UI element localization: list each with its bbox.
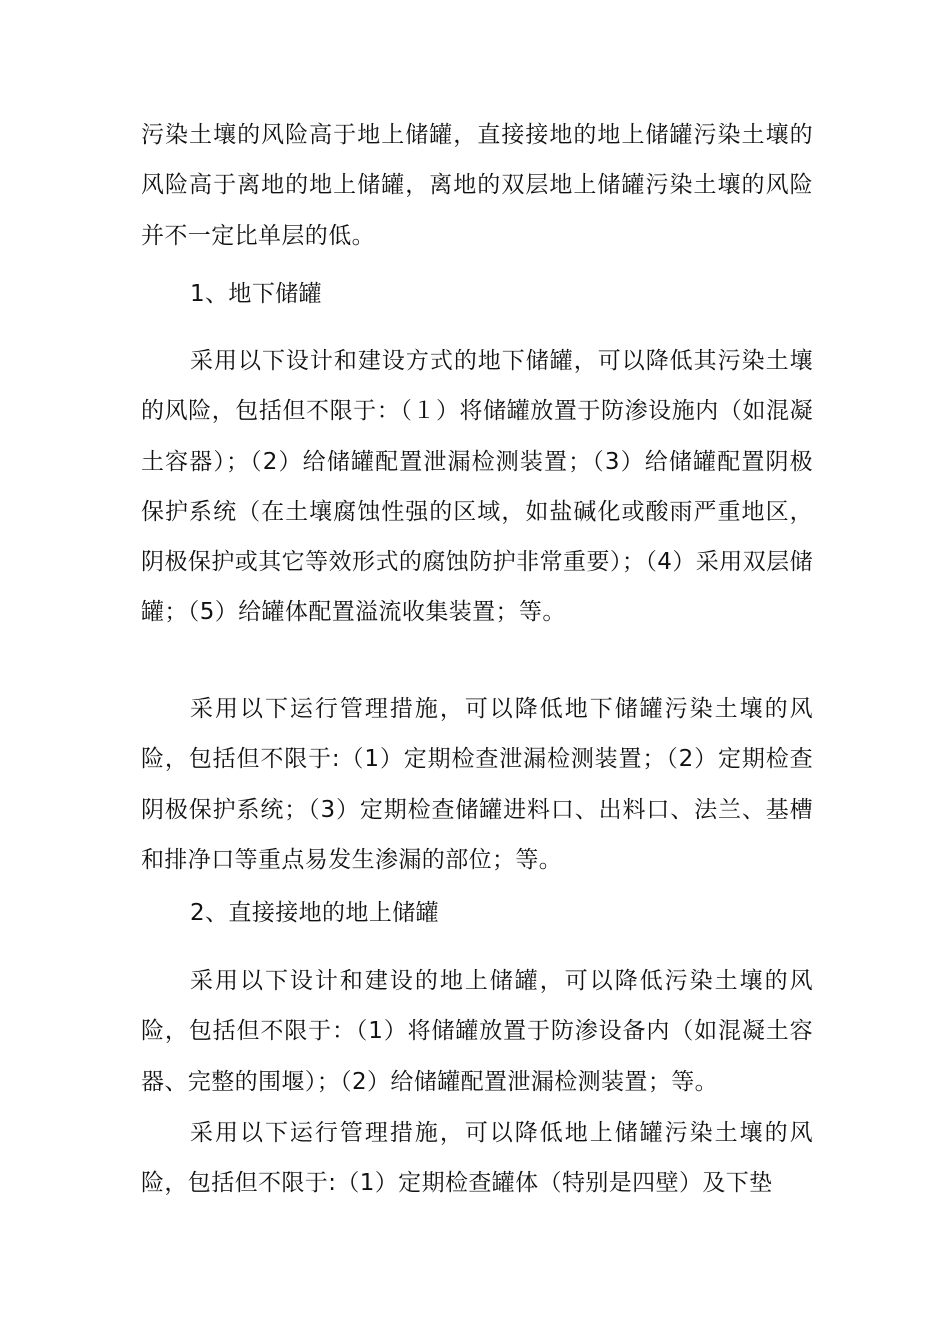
paragraph-intro: 污染土壤的风险高于地上储罐，直接接地的地上储罐污染土壤的风险高于离地的地上储罐，离地的双层地上储罐污染土壤的风险并不一定比单层的低。 bbox=[141, 122, 813, 249]
paragraph-aboveground-design: 采用以下设计和建设的地上储罐，可以降低污染土壤的风险，包括但不限于：（1）将储罐放置于防渗设备内（如混凝土容器、完整的围堰）；（2）给储罐配置泄漏检测装置；等。 bbox=[141, 968, 813, 1095]
paragraph-underground-management: 采用以下运行管理措施，可以降低地下储罐污染土壤的风险，包括但不限于:（1）定期检查泄漏检测装置；（2）定期检查阴极保护系统；（3）定期检查储罐进料口、出料口、法兰、基槽和排净口等重点易发生渗漏的部位；等。 bbox=[141, 696, 813, 873]
section-heading-ground-contact-tank: 2、直接接地的地上储罐 bbox=[190, 900, 440, 926]
paragraph-aboveground-management: 采用以下运行管理措施，可以降低地上储罐污染土壤的风险，包括但不限于:（1）定期检查罐体（特别是四壁）及下垫 bbox=[141, 1120, 813, 1197]
paragraph-underground-design: 采用以下设计和建设方式的地下储罐，可以降低其污染土壤的风险，包括但不限于：（１）将储罐放置于防渗设施内（如混凝土容器）；（2）给储罐配置泄漏检测装置；（3）给储罐配置阴极保护系统（在土壤腐蚀性强的区域，如盐碱化或酸雨严重地区，阴极保护或其它等效形式的腐蚀防护非常重要）；（4）采用双层储罐；（5）给罐体配置溢流收集装置；等。 bbox=[141, 348, 813, 626]
section-heading-underground-tank: 1、地下储罐 bbox=[190, 281, 323, 307]
